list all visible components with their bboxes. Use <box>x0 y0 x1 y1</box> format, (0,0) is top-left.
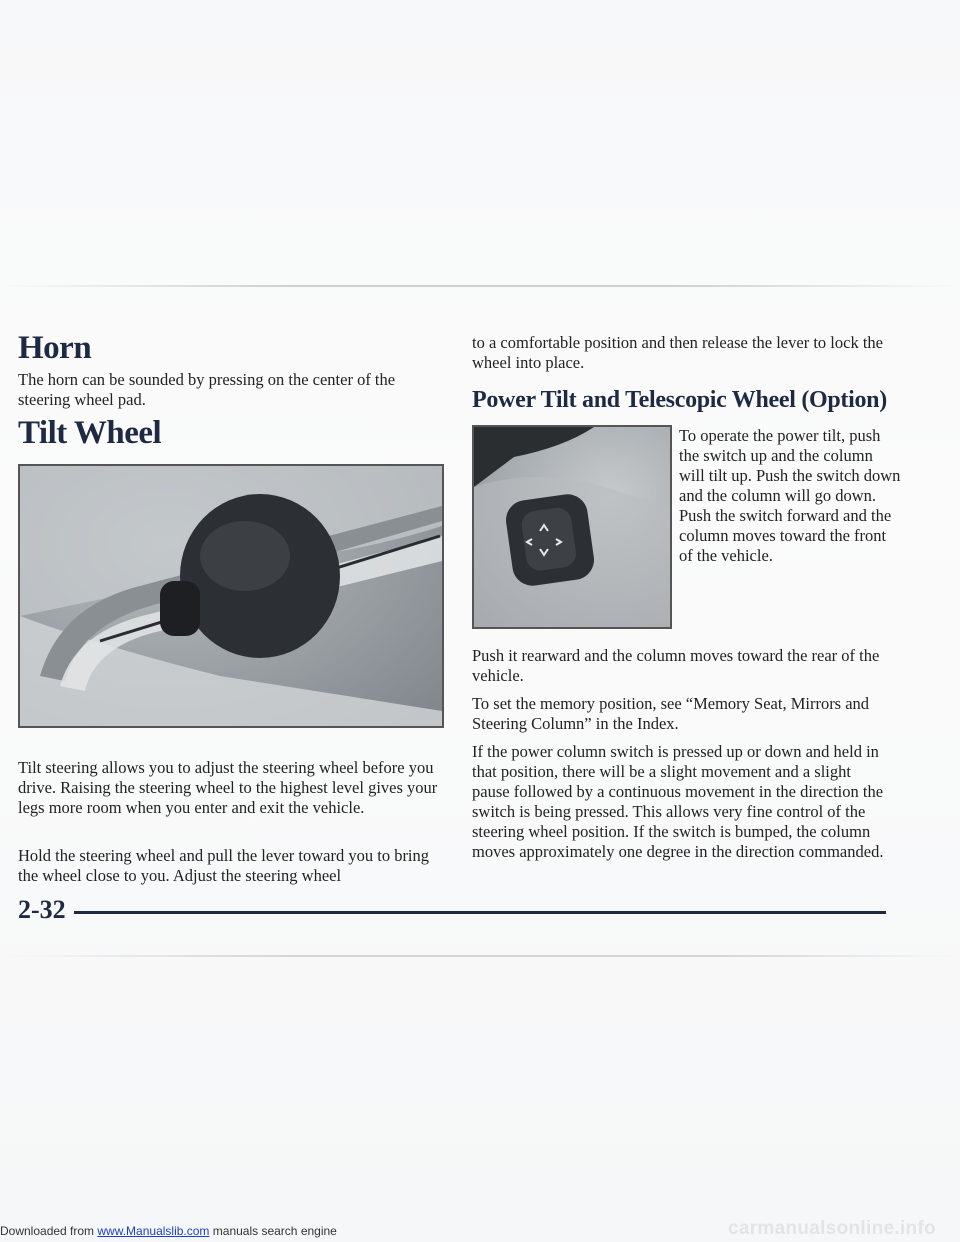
tilt-paragraph-2: Hold the steering wheel and pull the lever toward you to bring the wheel close to you. Adjust the steering wheel <box>18 846 430 885</box>
tilt-lever-photo <box>18 464 444 728</box>
bottom-divider <box>0 955 960 957</box>
tilt-paragraph-1: Tilt steering allows you to adjust the steering wheel before you drive. Raising the steering wheel to the highest level gives your legs more room when you enter and exit the vehicle. <box>18 758 438 817</box>
top-divider <box>0 285 960 287</box>
power-paragraph-2: Push it rearward and the column moves toward the rear of the vehicle. <box>472 646 880 685</box>
continued-text: to a comfortable position and then release the lever to lock the wheel into place. <box>472 333 883 372</box>
tilt-wheel-heading: Tilt Wheel <box>18 415 162 451</box>
power-paragraph-3: To set the memory position, see “Memory Seat, Mirrors and Steering Column” in the Index. <box>472 694 870 733</box>
horn-text: The horn can be sounded by pressing on the center of the steering wheel pad. <box>18 370 396 409</box>
power-switch-photo <box>472 425 672 629</box>
power-paragraph-4: If the power column switch is pressed up or down and held in that position, there will be a slight movement and a slight pause followed by a continuous movement in the direction the switch is being pressed. This allows very fine control of the steering wheel position. If the switch is bumped, the column moves approximately one degree in the direction commanded. <box>472 742 884 861</box>
power-switch-illustration <box>474 427 670 627</box>
footer-suffix: manuals search engine <box>209 1224 337 1238</box>
page-number-rule <box>74 911 886 914</box>
manualslib-link[interactable]: www.Manualslib.com <box>97 1224 210 1238</box>
carmanualsonline-watermark: carmanualsonline.info <box>728 1218 936 1239</box>
power-tilt-heading: Power Tilt and Telescopic Wheel (Option) <box>472 387 887 413</box>
download-footer <box>0 1224 337 1238</box>
tilt-lever-illustration <box>20 466 442 726</box>
page-number: 2-32 <box>18 895 66 924</box>
power-paragraph-1: To operate the power tilt, push the switch up and the column will tilt up. Push the switch down and the column will go down. Push the switch forward and the column moves toward the front of the vehicle. <box>679 426 901 565</box>
horn-heading: Horn <box>18 330 92 366</box>
footer-prefix: Downloaded from <box>0 1224 98 1238</box>
